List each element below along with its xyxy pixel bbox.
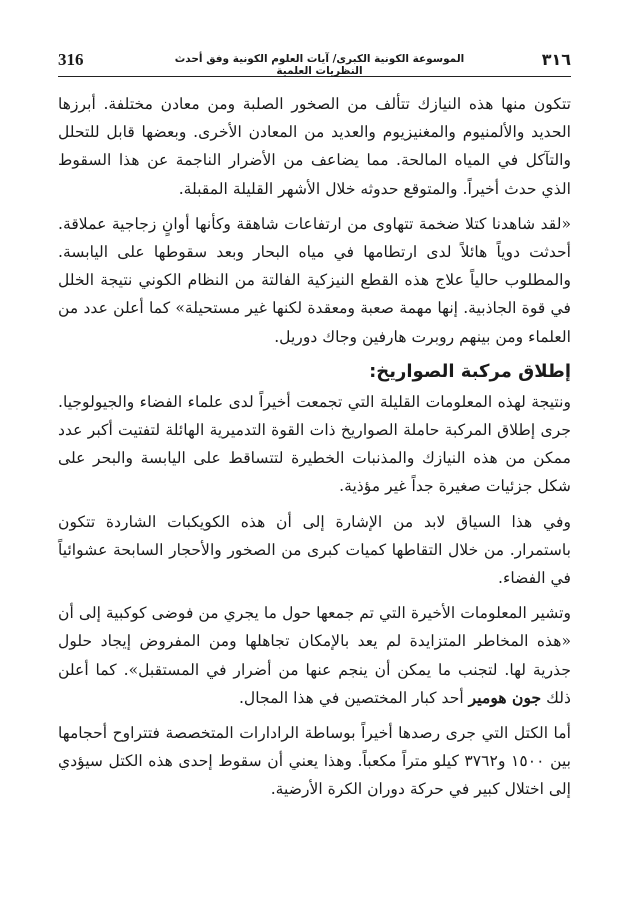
- paragraph-5: [58, 599, 571, 712]
- paragraph-6: أما الكتل التي جرى رصدها أخيراً بوساطة الرادارات المتخصصة فتتراوح أحجامها بين ١٥٠٠ و٣٧٦٢ كيلو متراً مكعباً. وهذا يعني أن سقوط إحدى هذه الكتل سيؤدي إلى اختلال كبير في حركة دوران الكرة الأرضية.: [58, 724, 571, 799]
- paragraph-1: تتكون منها هذه النيازك تتألف من الصخور الصلبة ومن معادن مختلفة. أبرزها الحديد والألمنيوم والمغنيزيوم والعديد من المعادن الأخرى. وبعضها قابل للتحلل والتآكل في المياه المالحة. مما يضاعف من الأضرار الناجمة عن هذا السقوط الذي حدث أخيراً. والمتوقع حدوثه خلال الأشهر القليلة المقبلة.: [58, 95, 571, 198]
- quoted-expert-name: جون هومير: [468, 687, 542, 707]
- paragraph-5-text-b: أحد كبار المختصين في هذا المجال.: [238, 688, 464, 707]
- paragraph-3: ونتيجة لهذه المعلومات القليلة التي تجمعت أخيراً لدى علماء الفضاء والجيولوجيا. جرى إطلاق المركبة حاملة الصواريخ ذات القوة التدميرية الهائلة لتفتيت أكبر عدد ممكن من هذه النيازك والمذنبات الخطيرة لتتساقط على اليابسة والبحر على شكل جزئيات صغيرة جداً غير مؤذية.: [58, 392, 571, 496]
- paragraph-5-text-a: وتشير المعلومات الأخيرة التي تم جمعها حول ما يجري من فوضى كوكبية إلى أن «هذه المخاطر المتزايدة لم يعد بالإمكان تجاهلها ومن المفروض إيجاد حلول جذرية لها. لتجنب ما يمكن أن ينجم عنها من أضرار في المستقبل». كما أعلن ذلك: [58, 604, 571, 707]
- page-number-latin: 316: [58, 50, 84, 69]
- page-header: [58, 50, 571, 76]
- section-heading: إطلاق مركبة الصواريخ:: [369, 360, 571, 382]
- header-rule: [58, 76, 571, 77]
- page-body: [58, 90, 571, 811]
- paragraph-2: «لقد شاهدنا كتلا ضخمة تتهاوى من ارتفاعات شاهقة وكأنها أوانٍ زجاجية عملاقة. أحدثت دوياً هائلاً لدى ارتطامها في مياه البحار وبعد سقوطها على اليابسة. والمطلوب حالياً علاج هذه القطع النيزكية الفالتة من النظام الكوني نتيجة الخلل في قوة الجاذبية. إنها مهمة صعبة ومعقدة لكنها غير مستحيلة» كما أعلن عدد من العلماء ومن بينهم روبرت هارفين وجاك دوريل.: [58, 214, 571, 346]
- running-title: الموسوعة الكونية الكبرى/ آيات العلوم الكونية وفق أحدث النظريات العلمية: [174, 53, 465, 77]
- page-number-arabic: ٣١٦: [541, 50, 571, 69]
- paragraph-4: وفي هذا السياق لابد من الإشارة إلى أن هذه الكويكبات الشاردة تتكون باستمرار. من خلال التقاطها كميات كبرى من الصخور والأحجار السابحة عشوائياً في الفضاء.: [58, 512, 571, 588]
